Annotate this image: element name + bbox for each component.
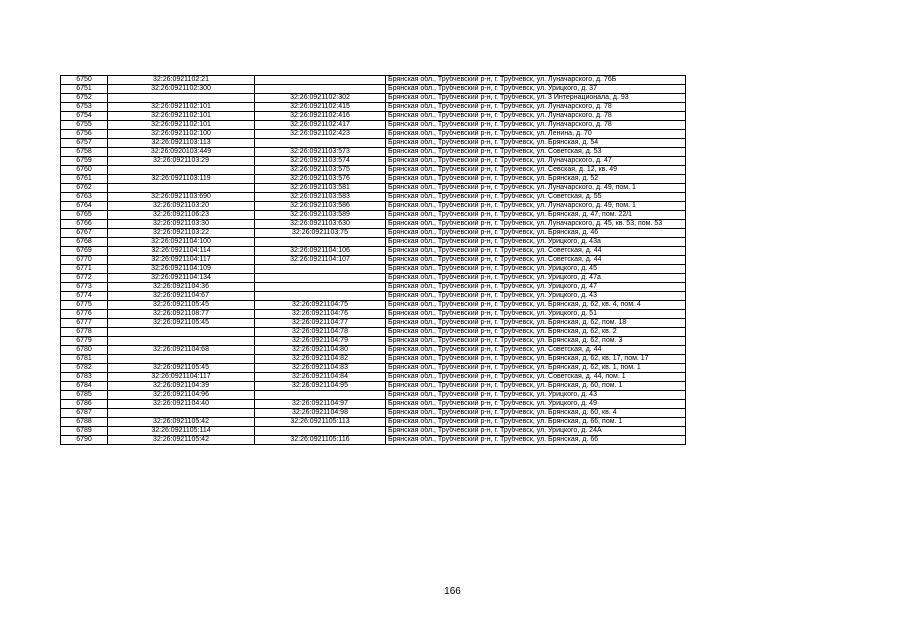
object-cadastral-number-cell: 32:26:0921103:573 (255, 148, 386, 157)
table-row (61, 409, 686, 418)
cadastral-number-cell: 32:26:0921104:117 (108, 373, 255, 382)
table-row (61, 319, 686, 328)
row-number-cell: 6760 (61, 166, 108, 175)
address-cell: Брянская обл., Трубчевский р-н, г. Трубчевск, ул. Советская, д. 44, пом. 1 (386, 373, 686, 382)
cadastral-number-cell: 32:26:0921104:36 (108, 283, 255, 292)
row-number-cell: 6783 (61, 373, 108, 382)
table-row (61, 382, 686, 391)
address-cell: Брянская обл., Трубчевский р-н, г. Трубчевск, ул. Луначарского, д. 78 (386, 112, 686, 121)
row-number-cell: 6754 (61, 112, 108, 121)
row-number-cell: 6776 (61, 310, 108, 319)
row-number-cell: 6768 (61, 238, 108, 247)
address-cell: Брянская обл., Трубчевский р-н, г. Трубчевск, ул. Луначарского, д. 45, кв. 53, пом. 53 (386, 220, 686, 229)
table-row (61, 283, 686, 292)
row-number-cell: 6778 (61, 328, 108, 337)
object-cadastral-number-cell: 32:26:0921102:415 (255, 103, 386, 112)
cadastral-number-cell: 32:26:0921104:134 (108, 274, 255, 283)
object-cadastral-number-cell: 32:26:0921105:113 (255, 418, 386, 427)
address-cell: Брянская обл., Трубчевский р-н, г. Трубчевск, ул. Брянская, д. 62, пом. 18 (386, 319, 686, 328)
row-number-cell: 6780 (61, 346, 108, 355)
object-cadastral-number-cell: 32:26:0921105:116 (255, 436, 386, 445)
cadastral-number-cell: 32:26:0921105:45 (108, 319, 255, 328)
cadastral-number-cell (108, 409, 255, 418)
cadastral-number-cell: 32:26:0920103:449 (108, 148, 255, 157)
row-number-cell: 6781 (61, 355, 108, 364)
table-row (61, 346, 686, 355)
row-number-cell: 6790 (61, 436, 108, 445)
row-number-cell: 6759 (61, 157, 108, 166)
table-row (61, 238, 686, 247)
cadastral-number-cell (108, 337, 255, 346)
address-cell: Брянская обл., Трубчевский р-н, г. Трубчевск, ул. Урицкого, д. 43а (386, 238, 686, 247)
row-number-cell: 6785 (61, 391, 108, 400)
cadastral-number-cell: 32:26:0921102:101 (108, 103, 255, 112)
table-row (61, 112, 686, 121)
address-cell: Брянская обл., Трубчевский р-н, г. Трубчевск, ул. Луначарского, д. 47 (386, 157, 686, 166)
object-cadastral-number-cell: 32:26:0921104:83 (255, 364, 386, 373)
cadastral-number-cell: 32:26:0921105:42 (108, 418, 255, 427)
row-number-cell: 6764 (61, 202, 108, 211)
object-cadastral-number-cell: 32:26:0921104:75 (255, 301, 386, 310)
row-number-cell: 6750 (61, 76, 108, 85)
row-number-cell: 6755 (61, 121, 108, 130)
address-cell: Брянская обл., Трубчевский р-н, г. Трубчевск, ул. 3 Интернационала, д. 93 (386, 94, 686, 103)
object-cadastral-number-cell: 32:26:0921102:302 (255, 94, 386, 103)
object-cadastral-number-cell: 32:26:0921103:576 (255, 175, 386, 184)
address-cell: Брянская обл., Трубчевский р-н, г. Трубчевск, ул. Советская, д. 44 (386, 346, 686, 355)
object-cadastral-number-cell (255, 76, 386, 85)
address-cell: Брянская обл., Трубчевский р-н, г. Трубчевск, ул. Брянская, д. 54 (386, 139, 686, 148)
table-row (61, 418, 686, 427)
object-cadastral-number-cell: 32:26:0921104:98 (255, 409, 386, 418)
address-cell: Брянская обл., Трубчевский р-н, г. Трубчевск, ул. Брянская, д. 62, пом. 3 (386, 337, 686, 346)
registry-table-body (61, 76, 686, 445)
cadastral-number-cell: 32:26:0921103:119 (108, 175, 255, 184)
address-cell: Брянская обл., Трубчевский р-н, г. Трубчевск, ул. Брянская, д. 66 (386, 436, 686, 445)
row-number-cell: 6788 (61, 418, 108, 427)
object-cadastral-number-cell (255, 238, 386, 247)
address-cell: Брянская обл., Трубчевский р-н, г. Трубчевск, ул. Луначарского, д. 76Б (386, 76, 686, 85)
row-number-cell: 6782 (61, 364, 108, 373)
table-row (61, 193, 686, 202)
row-number-cell: 6779 (61, 337, 108, 346)
cadastral-number-cell: 32:26:0921105:114 (108, 427, 255, 436)
row-number-cell: 6767 (61, 229, 108, 238)
object-cadastral-number-cell (255, 292, 386, 301)
table-row (61, 292, 686, 301)
row-number-cell: 6770 (61, 256, 108, 265)
table-row (61, 265, 686, 274)
address-cell: Брянская обл., Трубчевский р-н, г. Трубчевск, ул. Севская, д. 12, кв. 49 (386, 166, 686, 175)
object-cadastral-number-cell: 32:26:0921104:84 (255, 373, 386, 382)
row-number-cell: 6786 (61, 400, 108, 409)
row-number-cell: 6758 (61, 148, 108, 157)
cadastral-number-cell: 32:26:0921105:45 (108, 364, 255, 373)
row-number-cell: 6771 (61, 265, 108, 274)
row-number-cell: 6762 (61, 184, 108, 193)
cadastral-number-cell: 32:26:0921102:101 (108, 121, 255, 130)
address-cell: Брянская обл., Трубчевский р-н, г. Трубчевск, ул. Брянская, д. 60, кв. 4 (386, 409, 686, 418)
cadastral-number-cell: 32:26:0921102:300 (108, 85, 255, 94)
table-row (61, 184, 686, 193)
row-number-cell: 6766 (61, 220, 108, 229)
table-row (61, 328, 686, 337)
cadastral-number-cell: 32:26:0921104:39 (108, 382, 255, 391)
address-cell: Брянская обл., Трубчевский р-н, г. Трубчевск, ул. Советская, д. 44 (386, 256, 686, 265)
address-cell: Брянская обл., Трубчевский р-н, г. Трубчевск, ул. Луначарского, д. 49, пом. 1 (386, 202, 686, 211)
object-cadastral-number-cell (255, 274, 386, 283)
cadastral-number-cell: 32:26:0921102:21 (108, 76, 255, 85)
table-row (61, 427, 686, 436)
address-cell: Брянская обл., Трубчевский р-н, г. Трубчевск, ул. Урицкого, д. 45 (386, 265, 686, 274)
row-number-cell: 6773 (61, 283, 108, 292)
object-cadastral-number-cell: 32:26:0921103:583 (255, 193, 386, 202)
table-row (61, 148, 686, 157)
address-cell: Брянская обл., Трубчевский р-н, г. Трубчевск, ул. Брянская, д. 66, пом. 1 (386, 418, 686, 427)
table-row (61, 94, 686, 103)
object-cadastral-number-cell: 32:26:0921103:75 (255, 229, 386, 238)
object-cadastral-number-cell: 32:26:0921103:586 (255, 202, 386, 211)
table-row (61, 211, 686, 220)
address-cell: Брянская обл., Трубчевский р-н, г. Трубчевск, ул. Советская, д. 55 (386, 193, 686, 202)
cadastral-number-cell (108, 94, 255, 103)
address-cell: Брянская обл., Трубчевский р-н, г. Трубчевск, ул. Урицкого, д. 24А (386, 427, 686, 436)
table-row (61, 436, 686, 445)
object-cadastral-number-cell: 32:26:0921104:76 (255, 310, 386, 319)
table-row (61, 274, 686, 283)
object-cadastral-number-cell: 32:26:0921102:417 (255, 121, 386, 130)
cadastral-number-cell: 32:26:0921104:114 (108, 247, 255, 256)
address-cell: Брянская обл., Трубчевский р-н, г. Трубчевск, ул. Урицкого, д. 51 (386, 310, 686, 319)
row-number-cell: 6757 (61, 139, 108, 148)
row-number-cell: 6761 (61, 175, 108, 184)
row-number-cell: 6765 (61, 211, 108, 220)
address-cell: Брянская обл., Трубчевский р-н, г. Трубчевск, ул. Урицкого, д. 47 (386, 283, 686, 292)
address-cell: Брянская обл., Трубчевский р-н, г. Трубчевск, ул. Брянская, д. 47, пом. 22/1 (386, 211, 686, 220)
row-number-cell: 6777 (61, 319, 108, 328)
row-number-cell: 6772 (61, 274, 108, 283)
object-cadastral-number-cell: 32:26:0921103:630 (255, 220, 386, 229)
object-cadastral-number-cell: 32:26:0921102:423 (255, 130, 386, 139)
cadastral-number-cell: 32:26:0921102:100 (108, 130, 255, 139)
address-cell: Брянская обл., Трубчевский р-н, г. Трубчевск, ул. Урицкого, д. 43 (386, 391, 686, 400)
address-cell: Брянская обл., Трубчевский р-н, г. Трубчевск, ул. Урицкого, д. 49 (386, 400, 686, 409)
table-row (61, 202, 686, 211)
table-row (61, 103, 686, 112)
table-row (61, 355, 686, 364)
cadastral-number-cell: 32:26:0921103:690 (108, 193, 255, 202)
address-cell: Брянская обл., Трубчевский р-н, г. Трубчевск, ул. Ленина, д. 70 (386, 130, 686, 139)
cadastral-number-cell: 32:26:0921102:101 (108, 112, 255, 121)
cadastral-number-cell: 32:26:0921105:45 (108, 301, 255, 310)
table-row (61, 337, 686, 346)
table-row (61, 373, 686, 382)
object-cadastral-number-cell: 32:26:0921104:79 (255, 337, 386, 346)
object-cadastral-number-cell (255, 427, 386, 436)
cadastral-number-cell: 32:26:0921103:30 (108, 220, 255, 229)
address-cell: Брянская обл., Трубчевский р-н, г. Трубчевск, ул. Луначарского, д. 78 (386, 103, 686, 112)
table-row (61, 229, 686, 238)
object-cadastral-number-cell (255, 391, 386, 400)
table-row (61, 256, 686, 265)
cadastral-number-cell (108, 166, 255, 175)
table-row (61, 364, 686, 373)
cadastral-number-cell: 32:26:0921104:109 (108, 265, 255, 274)
cadastral-number-cell: 32:26:0921103:29 (108, 157, 255, 166)
address-cell: Брянская обл., Трубчевский р-н, г. Трубчевск, ул. Брянская, д. 62, кв. 1, пом. 1 (386, 364, 686, 373)
object-cadastral-number-cell: 32:26:0921104:78 (255, 328, 386, 337)
row-number-cell: 6751 (61, 85, 108, 94)
object-cadastral-number-cell: 32:26:0921103:581 (255, 184, 386, 193)
table-row (61, 76, 686, 85)
object-cadastral-number-cell: 32:26:0921103:575 (255, 166, 386, 175)
cadastral-number-cell: 32:26:0921103:22 (108, 229, 255, 238)
table-row (61, 301, 686, 310)
address-cell: Брянская обл., Трубчевский р-н, г. Трубчевск, ул. Луначарского, д. 78 (386, 121, 686, 130)
object-cadastral-number-cell: 32:26:0921104:77 (255, 319, 386, 328)
cadastral-number-cell: 32:26:0921104:96 (108, 391, 255, 400)
row-number-cell: 6775 (61, 301, 108, 310)
row-number-cell: 6769 (61, 247, 108, 256)
cadastral-number-cell: 32:26:0921104:100 (108, 238, 255, 247)
table-row (61, 310, 686, 319)
object-cadastral-number-cell: 32:26:0921104:97 (255, 400, 386, 409)
object-cadastral-number-cell: 32:26:0921104:107 (255, 256, 386, 265)
table-row (61, 157, 686, 166)
table-row (61, 121, 686, 130)
table-row (61, 400, 686, 409)
table-row (61, 166, 686, 175)
object-cadastral-number-cell: 32:26:0921104:106 (255, 247, 386, 256)
cadastral-number-cell: 32:26:0921103:20 (108, 202, 255, 211)
object-cadastral-number-cell: 32:26:0921104:82 (255, 355, 386, 364)
object-cadastral-number-cell (255, 265, 386, 274)
cadastral-number-cell: 32:26:0921104:67 (108, 292, 255, 301)
row-number-cell: 6756 (61, 130, 108, 139)
row-number-cell: 6784 (61, 382, 108, 391)
row-number-cell: 6763 (61, 193, 108, 202)
address-cell: Брянская обл., Трубчевский р-н, г. Трубчевск, ул. Брянская, д. 60, пом. 1 (386, 382, 686, 391)
cadastral-number-cell (108, 328, 255, 337)
table-row (61, 130, 686, 139)
cadastral-number-cell: 32:26:0921104:117 (108, 256, 255, 265)
address-cell: Брянская обл., Трубчевский р-н, г. Трубчевск, ул. Урицкого, д. 47а (386, 274, 686, 283)
address-cell: Брянская обл., Трубчевский р-н, г. Трубчевск, ул. Брянская, д. 62, кв. 4, пом. 4 (386, 301, 686, 310)
cadastral-number-cell: 32:26:0921104:68 (108, 346, 255, 355)
address-cell: Брянская обл., Трубчевский р-н, г. Трубчевск, ул. Брянская, д. 46 (386, 229, 686, 238)
table-row (61, 220, 686, 229)
cadastral-number-cell: 32:26:0921104:40 (108, 400, 255, 409)
table-row (61, 391, 686, 400)
address-cell: Брянская обл., Трубчевский р-н, г. Трубчевск, ул. Урицкого, д. 37 (386, 85, 686, 94)
cadastral-number-cell: 32:26:0921105:42 (108, 436, 255, 445)
cadastral-number-cell: 32:26:0921108:77 (108, 310, 255, 319)
registry-table (60, 75, 686, 445)
object-cadastral-number-cell: 32:26:0921104:95 (255, 382, 386, 391)
table-row (61, 247, 686, 256)
row-number-cell: 6752 (61, 94, 108, 103)
address-cell: Брянская обл., Трубчевский р-н, г. Трубчевск, ул. Брянская, д. 52 (386, 175, 686, 184)
object-cadastral-number-cell (255, 139, 386, 148)
address-cell: Брянская обл., Трубчевский р-н, г. Трубчевск, ул. Брянская, д. 62, кв. 2 (386, 328, 686, 337)
table-row (61, 139, 686, 148)
cadastral-number-cell (108, 355, 255, 364)
object-cadastral-number-cell (255, 85, 386, 94)
object-cadastral-number-cell: 32:26:0921104:80 (255, 346, 386, 355)
object-cadastral-number-cell: 32:26:0921103:574 (255, 157, 386, 166)
address-cell: Брянская обл., Трубчевский р-н, г. Трубчевск, ул. Советская, д. 53 (386, 148, 686, 157)
row-number-cell: 6774 (61, 292, 108, 301)
object-cadastral-number-cell: 32:26:0921102:416 (255, 112, 386, 121)
row-number-cell: 6753 (61, 103, 108, 112)
row-number-cell: 6789 (61, 427, 108, 436)
address-cell: Брянская обл., Трубчевский р-н, г. Трубчевск, ул. Луначарского, д. 49, пом. 1 (386, 184, 686, 193)
cadastral-number-cell (108, 184, 255, 193)
page-number: 166 (444, 586, 461, 597)
table-row (61, 85, 686, 94)
cadastral-number-cell: 32:26:0921103:113 (108, 139, 255, 148)
cadastral-number-cell: 32:26:0921106:23 (108, 211, 255, 220)
address-cell: Брянская обл., Трубчевский р-н, г. Трубчевск, ул. Брянская, д. 62, кв. 17, пом. 17 (386, 355, 686, 364)
address-cell: Брянская обл., Трубчевский р-н, г. Трубчевск, ул. Урицкого, д. 43 (386, 292, 686, 301)
row-number-cell: 6787 (61, 409, 108, 418)
table-row (61, 175, 686, 184)
object-cadastral-number-cell (255, 283, 386, 292)
object-cadastral-number-cell: 32:26:0921103:589 (255, 211, 386, 220)
address-cell: Брянская обл., Трубчевский р-н, г. Трубчевск, ул. Советская, д. 44 (386, 247, 686, 256)
